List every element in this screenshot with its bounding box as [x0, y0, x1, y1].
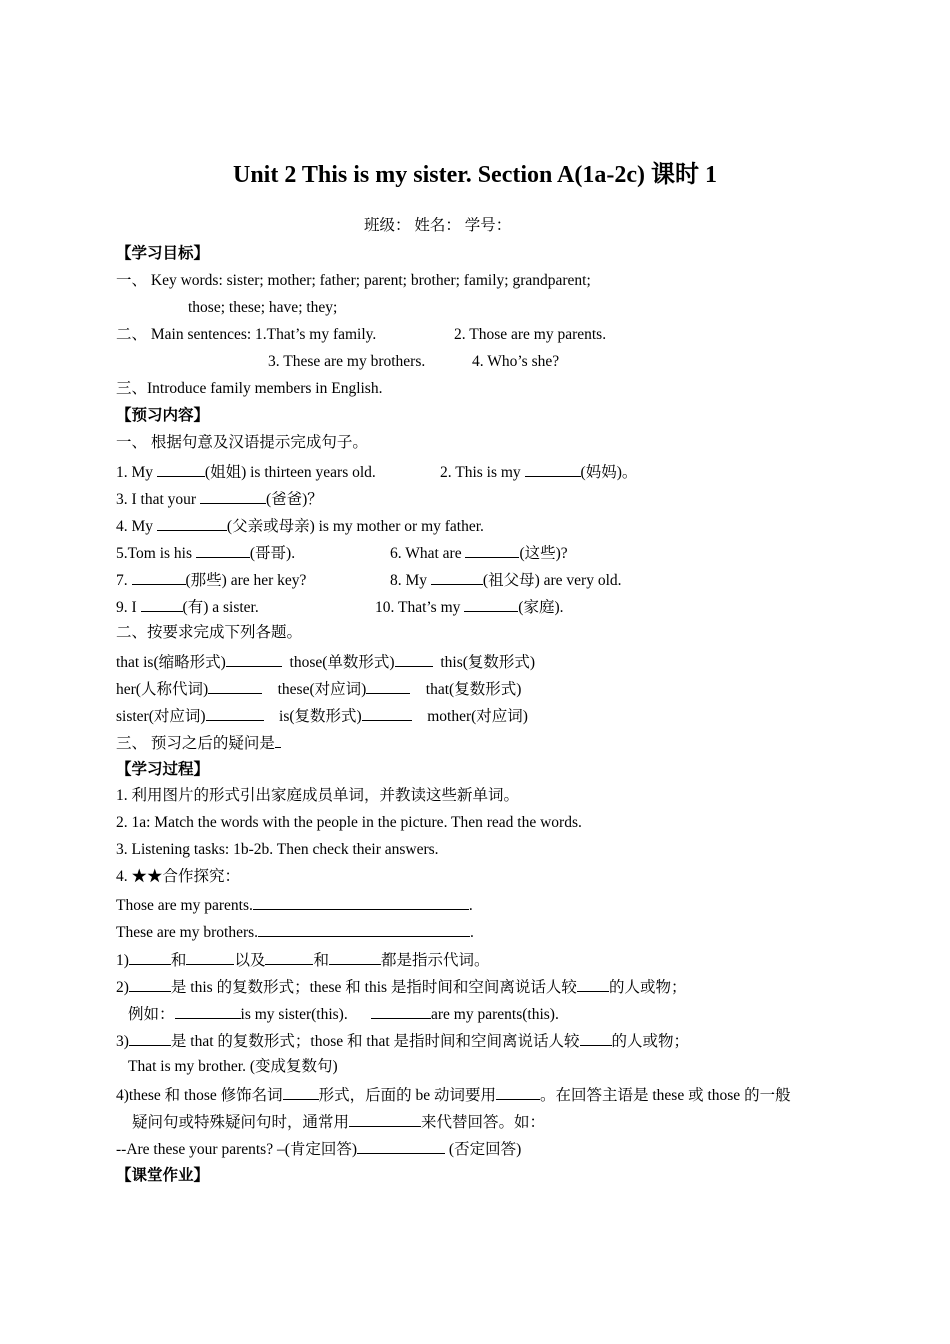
transform-9-label: mother(对应词) — [427, 708, 528, 725]
goal-sentence-2: 2. Those are my parents. — [454, 326, 607, 343]
question-3 — [116, 488, 323, 510]
transform-2-label: those(单数形式) — [289, 654, 395, 671]
inquiry-2-example-blank-2[interactable] — [371, 1003, 431, 1019]
preview-part-2-heading: 二、按要求完成下列各题。 — [116, 624, 303, 641]
question-1-blank[interactable] — [157, 461, 205, 477]
goal-keywords-1: 一、 Key words: sister; mother; father; parent; brother; family; grandparent; — [116, 272, 591, 289]
question-5 — [116, 542, 295, 564]
inquiry-5-blank[interactable] — [357, 1138, 445, 1154]
question-1-prefix: 1. My — [116, 464, 154, 481]
question-5-prefix: 5.Tom is his — [116, 545, 192, 562]
goal-sentence-4: 4. Who’s she? — [472, 353, 560, 370]
inquiry-1-blank-4[interactable] — [329, 949, 381, 965]
transform-6-label: that(复数形式) — [425, 681, 522, 698]
question-1-suffix: (姐姐) is thirteen years old. — [204, 464, 376, 481]
inquiry-4-blank-2[interactable] — [496, 1084, 540, 1100]
preview-question-blank[interactable] — [275, 732, 281, 748]
inquiry-4-blank-1[interactable] — [283, 1084, 319, 1100]
inquiry-1-and-2: 和 — [313, 952, 329, 969]
inquiry-1-blank-1[interactable] — [129, 949, 171, 965]
question-5-blank[interactable] — [196, 542, 250, 558]
question-7-suffix: (那些) are her key? — [185, 572, 307, 589]
section-process-heading: 【学习过程】 — [116, 761, 210, 778]
inquiry-3-number: 3) — [116, 1033, 129, 1050]
question-2-prefix: 2. This is my — [440, 464, 521, 481]
transform-7-blank[interactable] — [206, 705, 264, 721]
question-10 — [375, 596, 563, 618]
preview-part-3-label: 三、 预习之后的疑问是 — [116, 735, 275, 752]
transform-1-label: that is(缩略形式) — [116, 654, 226, 671]
inquiry-4-text-4: 疑问句或特殊疑问句时，通常用 — [132, 1114, 350, 1131]
question-6-prefix: 6. What are — [390, 545, 462, 562]
transform-row-2 — [116, 678, 521, 700]
transform-row-3 — [116, 705, 528, 727]
inquiry-3-tail: 的人或物； — [611, 1033, 690, 1050]
inquiry-3-text: 是 that 的复数形式；those 和 that 是指时间和空间离说话人较 — [170, 1033, 580, 1050]
preview-part-3 — [116, 732, 281, 754]
transform-5-label: these(对应词) — [277, 681, 367, 698]
process-step-4: 4. ★★合作探究： — [116, 868, 241, 885]
inquiry-2-example-2: are my parents(this). — [430, 1006, 559, 1023]
question-8-blank[interactable] — [431, 569, 483, 585]
inquiry-2-number: 2) — [116, 979, 129, 996]
inquiry-1-tail: 都是指示代词。 — [380, 952, 490, 969]
transform-4-label: her(人称代词) — [116, 681, 209, 698]
inquiry-5 — [116, 1138, 521, 1160]
question-10-suffix: (家庭). — [518, 599, 564, 616]
inquiry-5-text: --Are these your parents? –(肯定回答) — [116, 1141, 358, 1158]
transform-7-label: sister(对应词) — [116, 708, 206, 725]
question-9-blank[interactable] — [141, 596, 183, 612]
question-5-suffix: (哥哥). — [249, 545, 296, 562]
process-step-3: 3. Listening tasks: 1b-2b. Then check their answers. — [116, 841, 439, 858]
inquiry-2-text: 是 this 的复数形式；these 和 this 是指时间和空间离说话人较 — [170, 979, 577, 996]
inquiry-4-blank-3[interactable] — [349, 1111, 421, 1127]
section-homework-heading: 【课堂作业】 — [116, 1167, 210, 1184]
question-4-suffix: (父亲或母亲) is my mother or my father. — [226, 518, 484, 535]
inquiry-3-blank-2[interactable] — [580, 1030, 612, 1046]
question-1 — [116, 461, 376, 483]
inquiry-5-negative: (否定回答) — [448, 1141, 522, 1158]
goal-keywords-2: those; these; have; they; — [188, 299, 338, 316]
goal-sentence-1: 二、 Main sentences: 1.That’s my family. — [116, 326, 377, 343]
transform-8-label: is(复数形式) — [279, 708, 362, 725]
question-3-prefix: 3. I that your — [116, 491, 197, 508]
question-3-suffix: (爸爸)？ — [265, 491, 323, 508]
transform-2-blank[interactable] — [395, 651, 433, 667]
inquiry-1-as-well-as: 以及 — [234, 952, 266, 969]
inquiry-2-blank-2[interactable] — [577, 976, 609, 992]
inquiry-2-tail: 的人或物； — [608, 979, 687, 996]
example-sentence-2: These are my brothers. . — [116, 921, 474, 943]
goal-introduce: 三、Introduce family members in English. — [116, 380, 383, 397]
inquiry-4-text-5: 来代替回答。如： — [421, 1114, 546, 1131]
transform-8-blank[interactable] — [362, 705, 412, 721]
question-10-blank[interactable] — [464, 596, 518, 612]
inquiry-2-example-1: is my sister(this). — [240, 1006, 348, 1023]
question-2-suffix: (妈妈)。 — [580, 464, 638, 481]
inquiry-4-text-2: 形式，后面的 be 动词要用 — [318, 1087, 496, 1104]
question-10-prefix: 10. That’s my — [375, 599, 461, 616]
inquiry-4-text-1: 4)these 和 those 修饰名词 — [116, 1087, 283, 1104]
inquiry-1-number: 1) — [116, 952, 129, 969]
example-sentence-1-blank[interactable] — [253, 894, 469, 910]
inquiry-2-example — [128, 1003, 559, 1025]
page-title: Unit 2 This is my sister. Section A(1a-2c) 课时 1 — [232, 162, 717, 188]
transform-3-label: this(复数形式) — [440, 654, 536, 671]
preview-part-1-heading: 一、 根据句意及汉语提示完成句子。 — [116, 434, 368, 451]
inquiry-3-blank-1[interactable] — [129, 1030, 171, 1046]
question-9-suffix: (有) a sister. — [182, 599, 259, 616]
inquiry-2 — [116, 976, 686, 998]
transform-1-blank[interactable] — [226, 651, 282, 667]
question-6 — [390, 542, 568, 564]
question-7-prefix: 7. — [116, 572, 128, 589]
question-4-blank[interactable] — [157, 515, 227, 531]
question-8-prefix: 8. My — [390, 572, 428, 589]
question-6-blank[interactable] — [465, 542, 519, 558]
section-goals-heading: 【学习目标】 — [116, 245, 210, 262]
question-8-suffix: (祖父母) are very old. — [482, 572, 622, 589]
inquiry-1 — [116, 949, 489, 971]
example-sentence-2-blank[interactable] — [258, 921, 470, 937]
inquiry-4-continued — [132, 1111, 545, 1133]
section-preview-heading: 【预习内容】 — [116, 407, 210, 424]
question-3-blank[interactable] — [200, 488, 266, 504]
transform-row-1 — [116, 651, 535, 673]
inquiry-2-example-label: 例如： — [128, 1006, 175, 1023]
question-7-blank[interactable] — [132, 569, 186, 585]
inquiry-3 — [116, 1030, 689, 1052]
example-sentence-2-text: These are my brothers. — [116, 924, 259, 941]
question-8 — [390, 569, 622, 591]
example-sentence-1: Those are my parents. . — [116, 894, 473, 916]
inquiry-2-blank-1[interactable] — [129, 976, 171, 992]
student-info-line: 班级： 姓名： 学号： — [364, 217, 512, 234]
question-7 — [116, 569, 306, 591]
question-9-prefix: 9. I — [116, 599, 137, 616]
transform-5-blank[interactable] — [366, 678, 410, 694]
process-step-1: 1. 利用图片的形式引出家庭成员单词，并教读这些新单词。 — [116, 787, 520, 804]
transform-4-blank[interactable] — [208, 678, 262, 694]
example-sentence-1-text: Those are my parents. — [116, 897, 253, 914]
inquiry-3-example: That is my brother. (变成复数句) — [128, 1058, 338, 1075]
inquiry-1-blank-3[interactable] — [265, 949, 313, 965]
question-2-blank[interactable] — [525, 461, 581, 477]
inquiry-4-text-3: 。在回答主语是 these 或 those 的一般 — [540, 1087, 791, 1104]
goal-sentence-3: 3. These are my brothers. — [268, 353, 426, 370]
question-2 — [440, 461, 637, 483]
process-step-2: 2. 1a: Match the words with the people in the picture. Then read the words. — [116, 814, 582, 831]
question-6-suffix: (这些)? — [519, 545, 568, 562]
inquiry-2-example-blank-1[interactable] — [175, 1003, 241, 1019]
inquiry-1-and-1: 和 — [170, 952, 187, 969]
inquiry-1-blank-2[interactable] — [186, 949, 234, 965]
question-4-prefix: 4. My — [116, 518, 154, 535]
question-9 — [116, 596, 259, 618]
inquiry-4 — [116, 1084, 791, 1106]
question-4 — [116, 515, 484, 537]
